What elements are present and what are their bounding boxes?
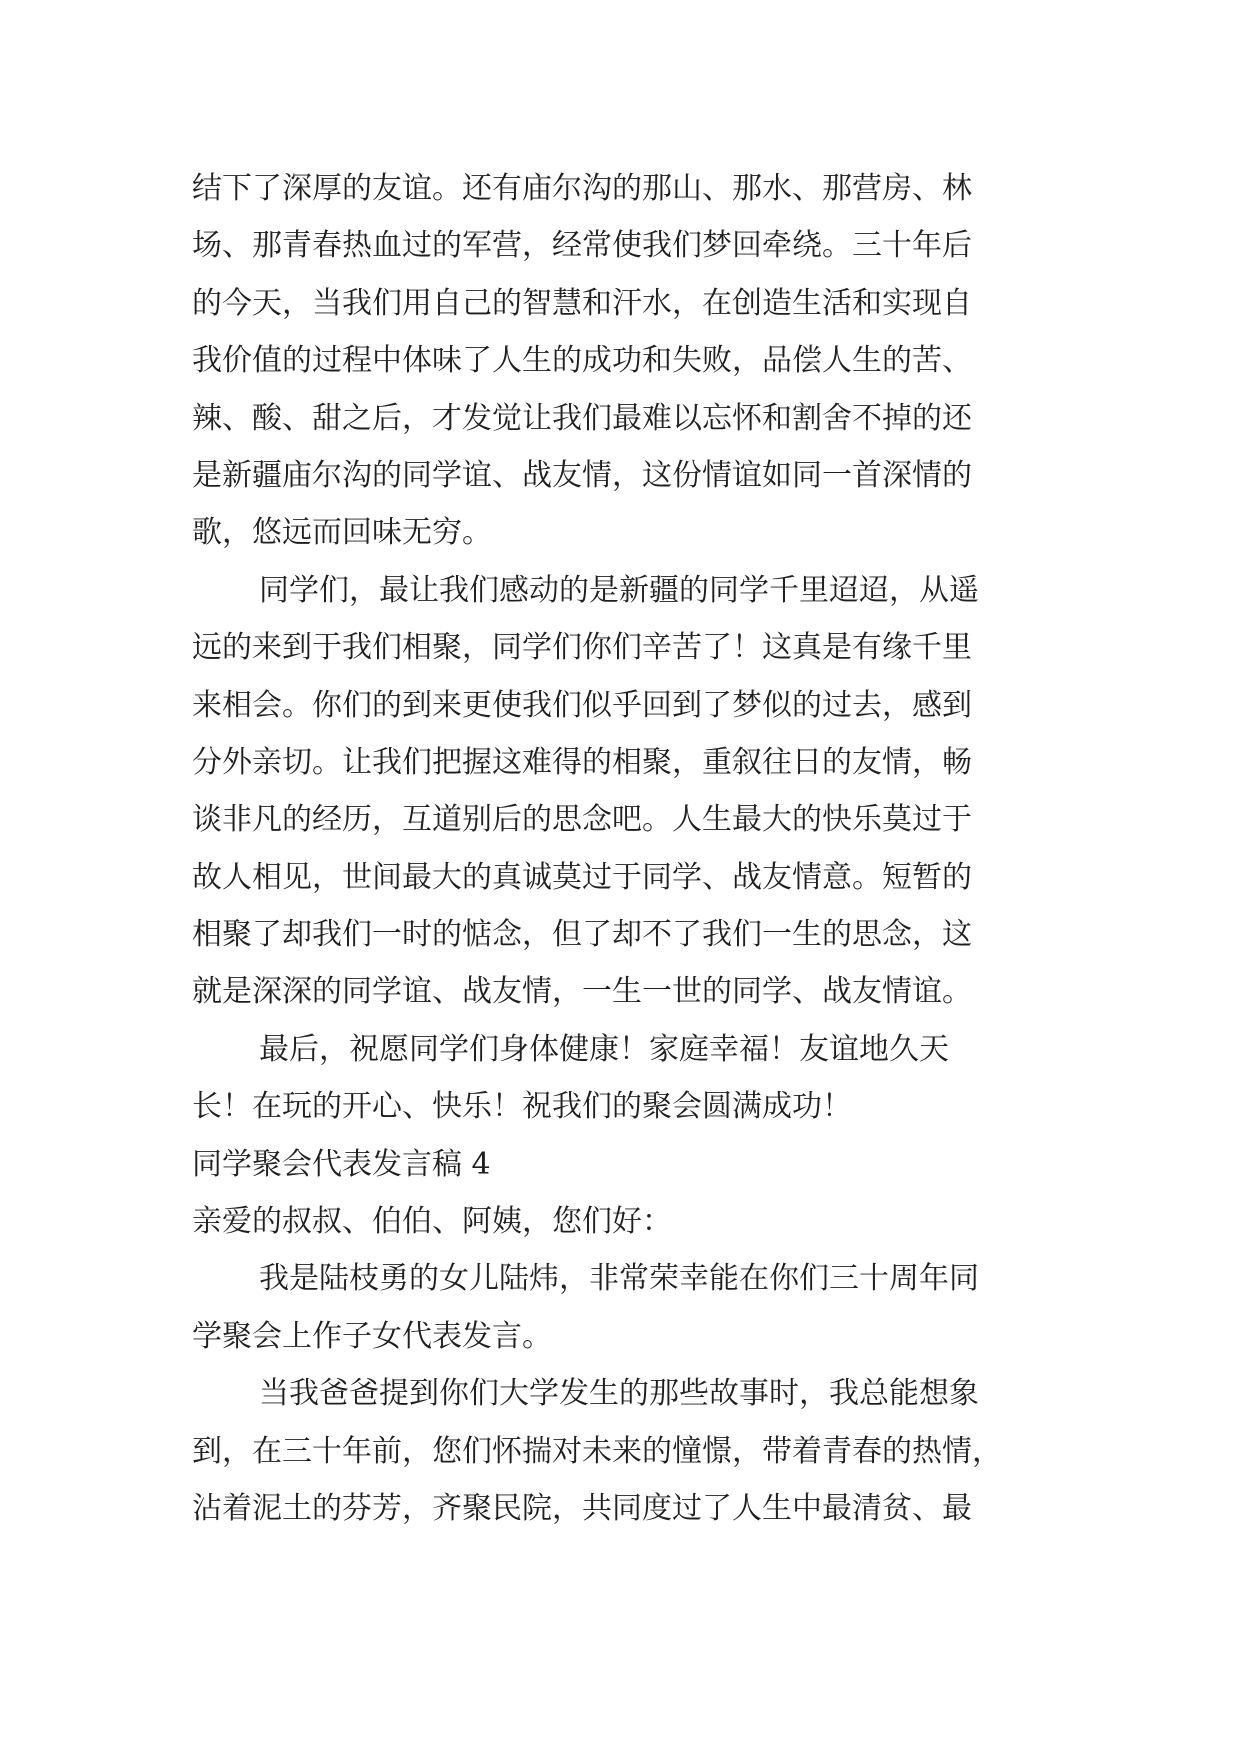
paragraph-first-line: 当我爸爸提到你们大学发生的那些故事时，我总能想象: [259, 1376, 979, 1412]
section-heading: 同学聚会代表发言稿 4: [192, 1146, 491, 1182]
text-line: 就是深深的同学谊、战友情，一生一世的同学、战友情谊。: [192, 974, 972, 1010]
paragraph-first-line: 最后，祝愿同学们身体健康！家庭幸福！友谊地久天: [259, 1031, 949, 1067]
text-line: 谈非凡的经历，互道别后的思念吧。人生最大的快乐莫过于: [192, 802, 972, 838]
text-line: 来相会。你们的到来更使我们似乎回到了梦似的过去，感到: [192, 687, 972, 723]
text-line: 相聚了却我们一时的惦念，但了却不了我们一生的思念，这: [192, 917, 972, 953]
text-line: 场、那青春热血过的军营，经常使我们梦回牵绕。三十年后: [192, 228, 972, 264]
text-line: 沾着泥土的芬芳，齐聚民院，共同度过了人生中最清贫、最: [192, 1490, 972, 1526]
text-line: 结下了深厚的友谊。还有庙尔沟的那山、那水、那营房、林: [192, 171, 972, 206]
text-line: 远的来到于我们相聚，同学们你们辛苦了！这真是有缘千里: [192, 630, 972, 666]
text-line: 是新疆庙尔沟的同学谊、战友情，这份情谊如同一首深情的: [192, 457, 972, 493]
text-line: 学聚会上作子女代表发言。: [192, 1318, 552, 1354]
paragraph-first-line: 同学们，最让我们感动的是新疆的同学千里迢迢，从遥: [259, 572, 979, 608]
text-line: 辣、酸、甜之后，才发觉让我们最难以忘怀和割舍不掉的还: [192, 400, 972, 436]
document-body: [192, 160, 1072, 1537]
text-line: 歌，悠远而回味无穷。: [192, 515, 492, 551]
text-line: 故人相见，世间最大的真诚莫过于同学、战友情意。短暂的: [192, 859, 972, 895]
text-line: 我价值的过程中体味了人生的成功和失败，品偿人生的苦、: [192, 343, 972, 379]
text-line: 到，在三十年前，您们怀揣对未来的憧憬，带着青春的热情，: [192, 1433, 1002, 1469]
text-line: 的今天，当我们用自己的智慧和汗水，在创造生活和实现自: [192, 285, 972, 321]
text-line: 分外亲切。让我们把握这难得的相聚，重叙往日的友情，畅: [192, 744, 972, 780]
salutation: 亲爱的叔叔、伯伯、阿姨，您们好：: [192, 1204, 672, 1240]
paragraph-first-line: 我是陆枝勇的女儿陆炜，非常荣幸能在你们三十周年同: [259, 1261, 979, 1297]
text-line: 长！在玩的开心、快乐！祝我们的聚会圆满成功！: [192, 1089, 852, 1125]
